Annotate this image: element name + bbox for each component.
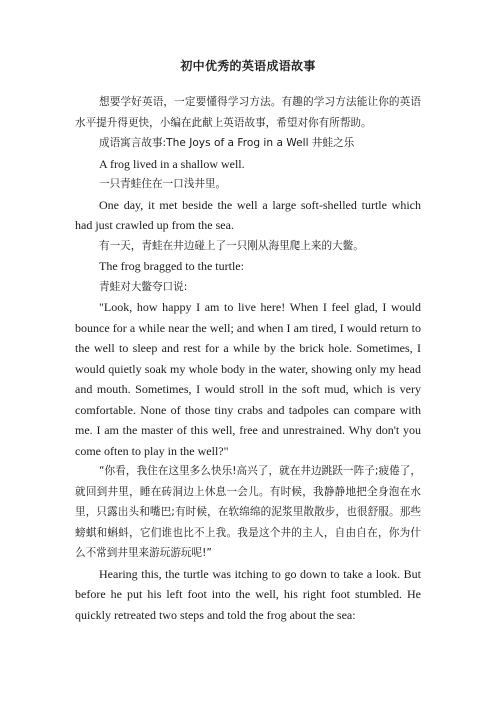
english-paragraph: A frog lived in a shallow well. — [99, 156, 245, 171]
document-page — [75, 58, 421, 625]
chinese-paragraph: “你看，我住在这里多么快乐!高兴了，就在井边跳跃一阵子;疲倦了，就回到井里，睡在砖洞边上休息一会儿。有时候，我静静地把全身泡在水里，只露出头和嘴巴;有时候，在软绵绵的泥浆里散散步，也很舒服。那些螃蜞和蝌蚪，它们谁也比不上我。我是这个井的主人，自由自在，你为什么不常到井里来游玩游玩呢!” — [75, 465, 421, 559]
chinese-paragraph: 一只青蛙住在一口浅井里。 — [99, 178, 227, 190]
english-paragraph: "Look, how happy I am to live here! When I feel glad, I would bounce for a while near the well; and when I am tired, I would return to the well to sleep and rest for a while by the brick hole. Sometimes, I would quietly soak my whole body in the water, showing only my head and mouth. Sometimes, I would stroll in the soft mud, which is very comfortable. None of those tiny crabs and tadpoles can compare with me. I am the master of this well, free and unrestrained. Why don't you come often to play in the well?" — [75, 300, 421, 458]
story-heading: 成语寓言故事:The Joys of a Frog in a Well 井蛙之乐 — [99, 137, 355, 149]
document-title: 初中优秀的英语成语故事 — [180, 59, 316, 73]
english-paragraph: One day, it met beside the well a large soft-shelled turtle which had just crawled up from the sea. — [75, 197, 421, 232]
intro-paragraph: 想要学好英语，一定要懂得学习方法。有趣的学习方法能让你的英语水平提升得更快，小编在此献上英语故事，希望对你有所帮助。 — [75, 96, 421, 129]
english-paragraph: The frog bragged to the turtle: — [99, 259, 244, 273]
chinese-paragraph: 有一天，青蛙在井边碰上了一只刚从海里爬上来的大鳖。 — [99, 239, 364, 252]
chinese-paragraph: 青蛙对大鳖夸口说: — [99, 280, 188, 293]
english-paragraph: Hearing this, the turtle was itching to go down to take a look. But before he put his left foot into the well, his right foot stumbled. He quickly retreated two steps and told the frog about the sea: — [75, 566, 421, 622]
